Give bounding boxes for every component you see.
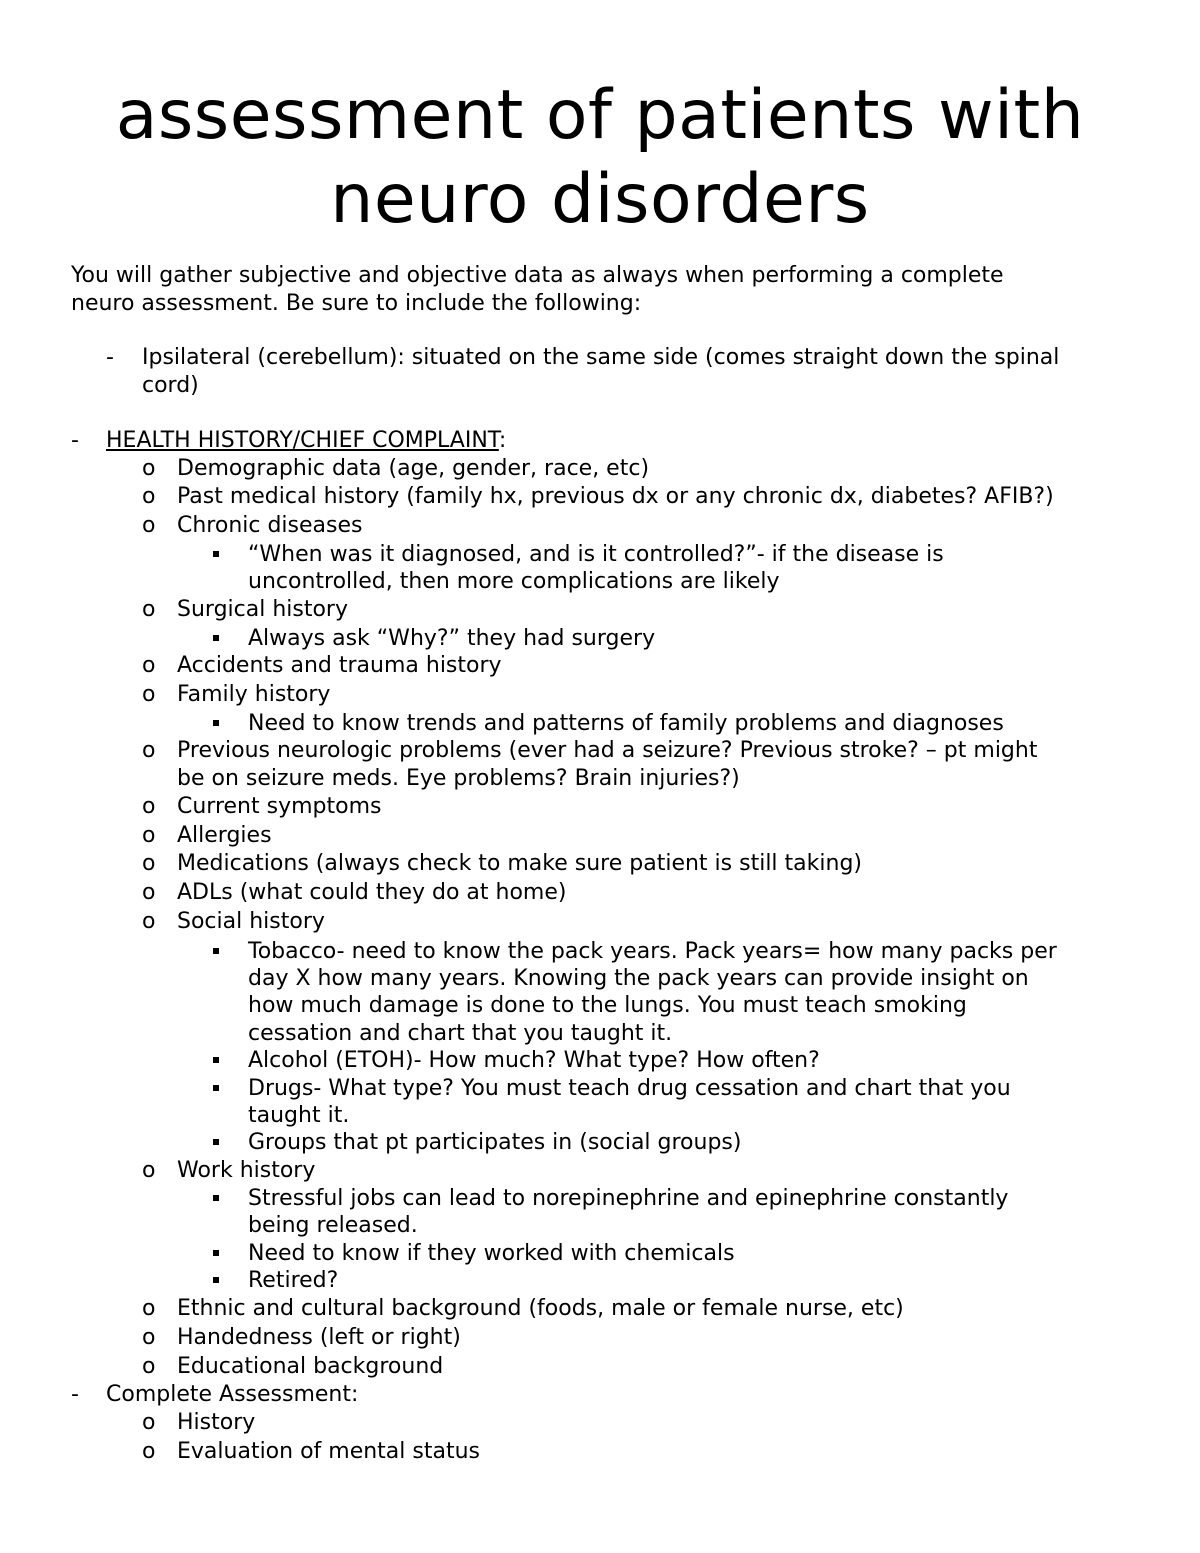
list-item-family: Family history [177, 682, 331, 707]
square-bullet [213, 1139, 219, 1145]
circle-bullet: o [142, 682, 156, 707]
list-item-surgical-sub: Always ask “Why?” they had surgery [248, 626, 656, 651]
health-history-heading-text: HEALTH HISTORY/CHIEF COMPLAINT [106, 428, 499, 453]
circle-bullet: o [142, 1354, 156, 1379]
list-item-chronic-sub-line-2: uncontrolled, then more complications are likely [248, 569, 780, 594]
circle-bullet: o [142, 484, 156, 509]
square-bullet [213, 1057, 219, 1063]
ipsilateral-line-2: cord) [142, 373, 199, 398]
list-item-chronic: Chronic diseases [177, 513, 363, 538]
list-item-groups: Groups that pt participates in (social groups) [248, 1130, 742, 1155]
list-item-symptoms: Current symptoms [177, 794, 382, 819]
list-item-neuro-line-1: Previous neurologic problems (ever had a seizure? Previous stroke? – pt might [177, 738, 1038, 763]
square-bullet [213, 1085, 219, 1091]
list-item-adls: ADLs (what could they do at home) [177, 880, 567, 905]
circle-bullet: o [142, 738, 156, 763]
circle-bullet: o [142, 1296, 156, 1321]
list-item-past-medical: Past medical history (family hx, previous dx or any chronic dx, diabetes? AFIB?) [177, 484, 1054, 509]
circle-bullet: o [142, 851, 156, 876]
list-item-demographic: Demographic data (age, gender, race, etc) [177, 456, 650, 481]
circle-bullet: o [142, 513, 156, 538]
square-bullet [213, 635, 219, 641]
list-item-work: Work history [177, 1158, 316, 1183]
list-item-drugs-line-1: Drugs- What type? You must teach drug cessation and chart that you [248, 1076, 1011, 1101]
square-bullet [213, 551, 219, 557]
circle-bullet: o [142, 823, 156, 848]
list-item-drugs-line-2: taught it. [248, 1103, 350, 1128]
list-item-work-sub-1-line-2: being released. [248, 1213, 418, 1238]
ipsilateral-line-1: Ipsilateral (cerebellum): situated on the same side (comes straight down the spinal [142, 345, 1060, 370]
list-item-mental-status: Evaluation of mental status [177, 1439, 480, 1464]
page-title-line-2: neuro disorders [330, 160, 870, 239]
list-item-tobacco-line-3: how much damage is done to the lungs. You must teach smoking [248, 993, 967, 1018]
dash-bullet: - [106, 345, 114, 370]
list-item-tobacco-line-1: Tobacco- need to know the pack years. Pack years= how many packs per [248, 939, 1057, 964]
list-item-education: Educational background [177, 1354, 444, 1379]
intro-line-2: neuro assessment. Be sure to include the following: [71, 291, 642, 316]
circle-bullet: o [142, 909, 156, 934]
list-item-history: History [177, 1410, 256, 1435]
health-history-heading [106, 427, 506, 455]
square-bullet [213, 1250, 219, 1256]
dash-bullet: - [71, 428, 79, 453]
list-item-medications: Medications (always check to make sure patient is still taking) [177, 851, 862, 876]
list-item-alcohol: Alcohol (ETOH)- How much? What type? How often? [248, 1048, 820, 1073]
list-item-ethnic: Ethnic and cultural background (foods, male or female nurse, etc) [177, 1296, 904, 1321]
page-title-line-1: assessment of patients with [115, 76, 1085, 155]
list-item-tobacco-line-4: cessation and chart that you taught it. [248, 1021, 673, 1046]
list-item-handedness: Handedness (left or right) [177, 1325, 461, 1350]
square-bullet [213, 1277, 219, 1283]
circle-bullet: o [142, 1439, 156, 1464]
list-item-surgical: Surgical history [177, 597, 348, 622]
list-item-allergies: Allergies [177, 823, 272, 848]
list-item-family-sub: Need to know trends and patterns of family problems and diagnoses [248, 711, 1004, 736]
list-item-accidents: Accidents and trauma history [177, 653, 502, 678]
list-item-chronic-sub-line-1: “When was it diagnosed, and is it controlled?”- if the disease is [248, 542, 944, 567]
circle-bullet: o [142, 880, 156, 905]
list-item-social: Social history [177, 909, 325, 934]
complete-assessment-heading: Complete Assessment: [106, 1382, 359, 1407]
intro-line-1: You will gather subjective and objective data as always when performing a complete [71, 263, 1004, 288]
square-bullet [213, 948, 219, 954]
list-item-work-sub-1-line-1: Stressful jobs can lead to norepinephrine and epinephrine constantly [248, 1186, 1009, 1211]
circle-bullet: o [142, 794, 156, 819]
list-item-work-sub-3: Retired? [248, 1268, 339, 1293]
heading-colon: : [498, 428, 507, 453]
circle-bullet: o [142, 653, 156, 678]
list-item-work-sub-2: Need to know if they worked with chemicals [248, 1241, 735, 1266]
list-item-neuro-line-2: be on seizure meds. Eye problems? Brain injuries?) [177, 766, 740, 791]
square-bullet [213, 720, 219, 726]
list-item-tobacco-line-2: day X how many years. Knowing the pack years can provide insight on [248, 966, 1029, 991]
circle-bullet: o [142, 597, 156, 622]
circle-bullet: o [142, 1158, 156, 1183]
square-bullet [213, 1195, 219, 1201]
circle-bullet: o [142, 1325, 156, 1350]
circle-bullet: o [142, 1410, 156, 1435]
dash-bullet: - [71, 1382, 79, 1407]
circle-bullet: o [142, 456, 156, 481]
